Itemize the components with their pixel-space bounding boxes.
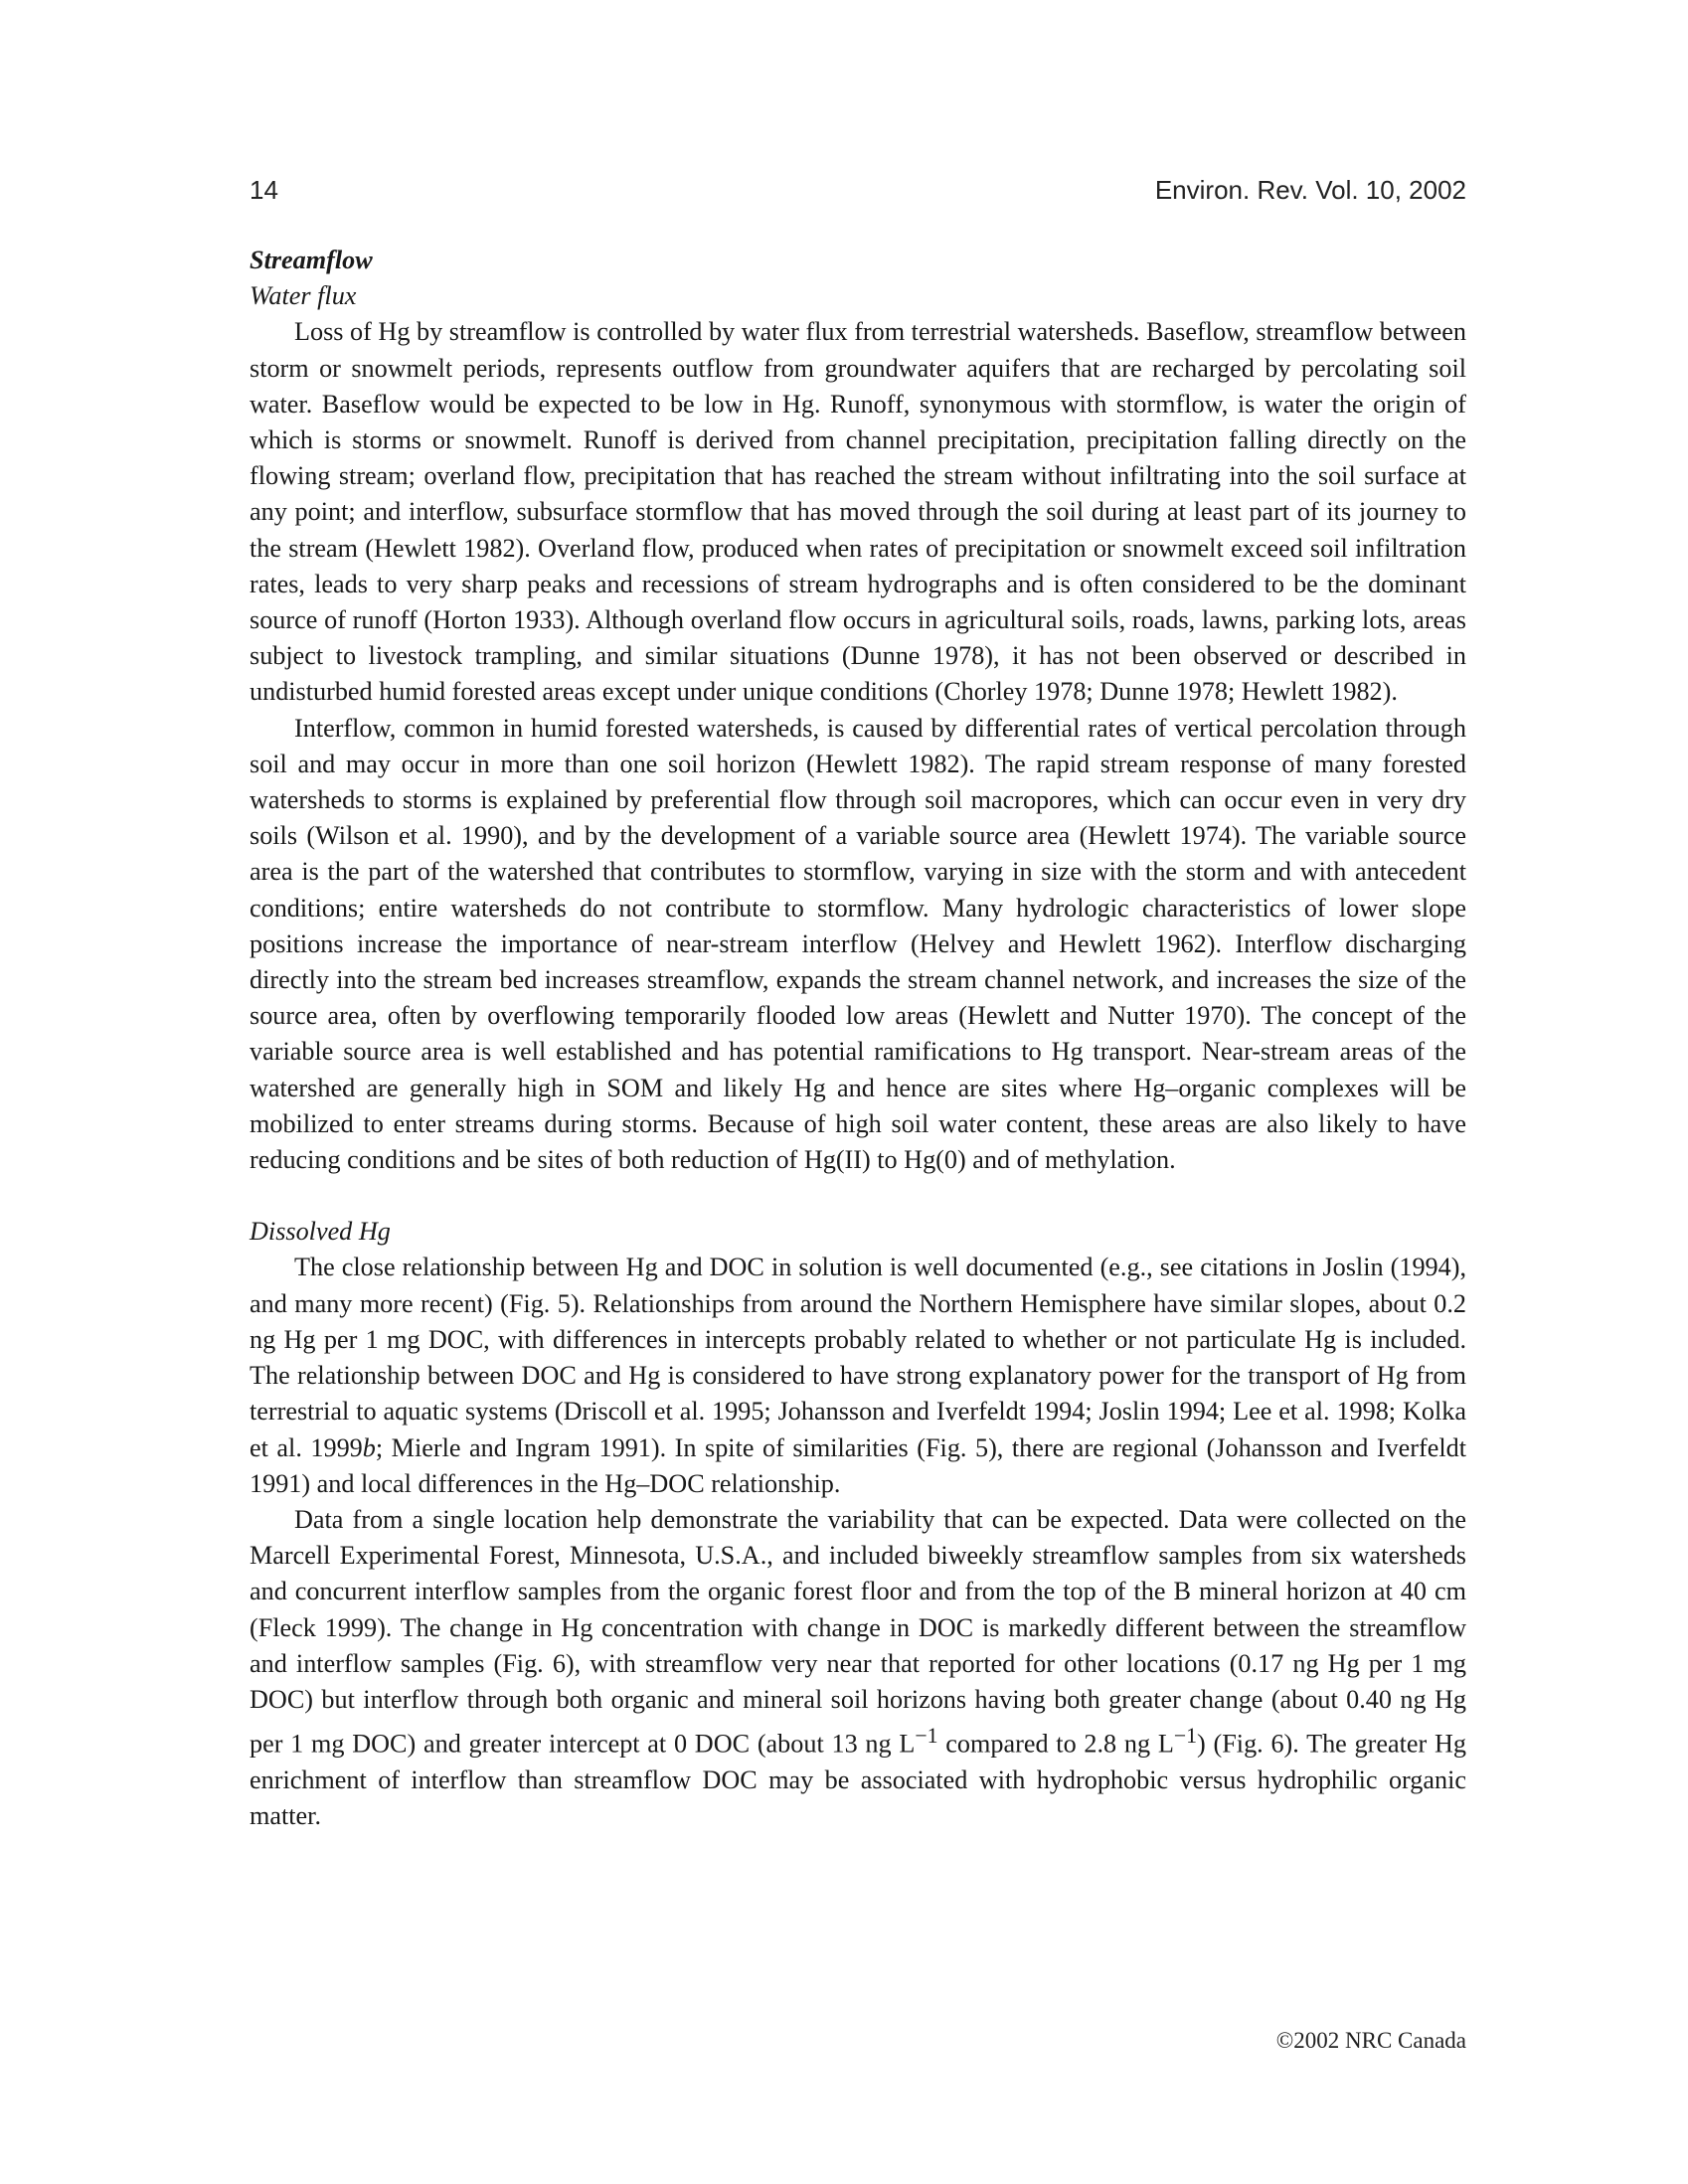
paragraph: Interflow, common in humid forested watersheds, is caused by differential rates of vertical percolation through soil and may occur in more than one soil horizon (Hewlett 1982). The rapid stream response of many forested watersheds to storms is explained by preferential flow through soil macropores, which can occur even in very dry soils (Wilson et al. 1990), and by the development of a variable source area (Hewlett 1974). The variable source area is the part of the watershed that contributes to stormflow, varying in size with the storm and with antecedent conditions; entire watersheds do not contribute to stormflow. Many hydrologic characteristics of lower slope positions increase the importance of near-stream interflow (Helvey and Hewlett 1962). Interflow discharging directly into the stream bed increases streamflow, expands the stream channel network, and increases the size of the source area, often by overflowing temporarily flooded low areas (Hewlett and Nutter 1970). The concept of the variable source area is well established and has potential ramifications to Hg transport. Near-stream areas of the watershed are generally high in SOM and likely Hg and hence are sites where Hg–organic complexes will be mobilized to enter streams during storms. Because of high soil water content, these areas are also likely to have reducing conditions and be sites of both reduction of Hg(II) to Hg(0) and of methylation. (250, 713, 1466, 1175)
page-header (250, 175, 1466, 211)
article-body (250, 243, 1466, 1834)
paragraph (250, 1502, 1466, 1835)
subsection-heading-water-flux: Water flux (250, 281, 357, 311)
paragraph-text: ) (Fig. 6). The greater Hg enrichment of interflow than streamflow DOC may be associated with hydrophobic versus hydrophilic organic matter. (250, 1729, 1466, 1831)
paragraph-text: ; Mierle and Ingram 1991). In spite of similarities (Fig. 5), there are regional (Johansson and Iverfeldt 1991) and local differences in the Hg–DOC relationship. (250, 1432, 1466, 1498)
page-number: 14 (250, 175, 278, 205)
paragraph (250, 1250, 1466, 1501)
paragraph-text: compared to 2.8 ng L (937, 1729, 1174, 1759)
subsection-heading-dissolved-hg: Dissolved Hg (250, 1217, 391, 1247)
superscript: −1 (915, 1724, 938, 1749)
paragraph: Loss of Hg by streamflow is controlled by water flux from terrestrial watersheds. Baseflow, streamflow between storm or snowmelt periods, represents outflow from groundwater aquifers that are recharged by percolating soil water. Baseflow would be expected to be low in Hg. Runoff, synonymous with stormflow, is water the origin of which is storms or snowmelt. Runoff is derived from channel precipitation, precipitation falling directly on the flowing stream; overland flow, precipitation that has reached the stream without infiltrating into the soil surface at any point; and interflow, subsurface stormflow that has moved through the soil during at least part of its journey to the stream (Hewlett 1982). Overland flow, produced when rates of precipitation or snowmelt exceed soil infiltration rates, leads to very sharp peaks and recessions of stream hydrographs and is often considered to be the dominant source of runoff (Horton 1933). Although overland flow occurs in agricultural soils, roads, lawns, parking lots, areas subject to livestock trampling, and similar situations (Dunne 1978), it has not been observed or described in undisturbed humid forested areas except under unique conditions (Chorley 1978; Dunne 1978; Hewlett 1982). (250, 317, 1466, 707)
superscript: −1 (1173, 1724, 1198, 1749)
section-heading: Streamflow (250, 246, 373, 274)
paragraph-text: The close relationship between Hg and DOC in solution is well documented (e.g., see citations in Joslin (1994), and many more recent) (Fig. 5). Relationships from around the Northern Hemisphere have similar slopes, about 0.2 ng Hg per 1 mg DOC, with differences in intercepts probably related to whether or not particulate Hg is included. The relationship between DOC and Hg is considered to have strong explanatory power for the transport of Hg from terrestrial to aquatic systems (Driscoll et al. 1995; Johansson and Iverfeldt 1994; Joslin 1994; Lee et al. 1998; Kolka et al. 1999 (250, 1253, 1466, 1462)
copyright-footer: ©2002 NRC Canada (1275, 2028, 1466, 2053)
paragraph-text: Data from a single location help demonstrate the variability that can be expected. Data were collected on the Marcell Experimental Forest, Minnesota, U.S.A., and included biweekly streamflow samples from six watersheds and concurrent interflow samples from the organic forest floor and from the top of the B mineral horizon at 40 cm (Fleck 1999). The change in Hg concentration with change in DOC is markedly different between the streamflow and interflow samples (Fig. 6), with streamflow very near that reported for other locations (0.17 ng Hg per 1 mg DOC) but interflow through both organic and mineral soil horizons having both greater change (about 0.40 ng Hg per 1 mg DOC) and greater intercept at 0 DOC (about 13 ng L (250, 1504, 1466, 1759)
citation-suffix: b (362, 1432, 376, 1462)
journal-citation: Environ. Rev. Vol. 10, 2002 (1154, 175, 1466, 205)
